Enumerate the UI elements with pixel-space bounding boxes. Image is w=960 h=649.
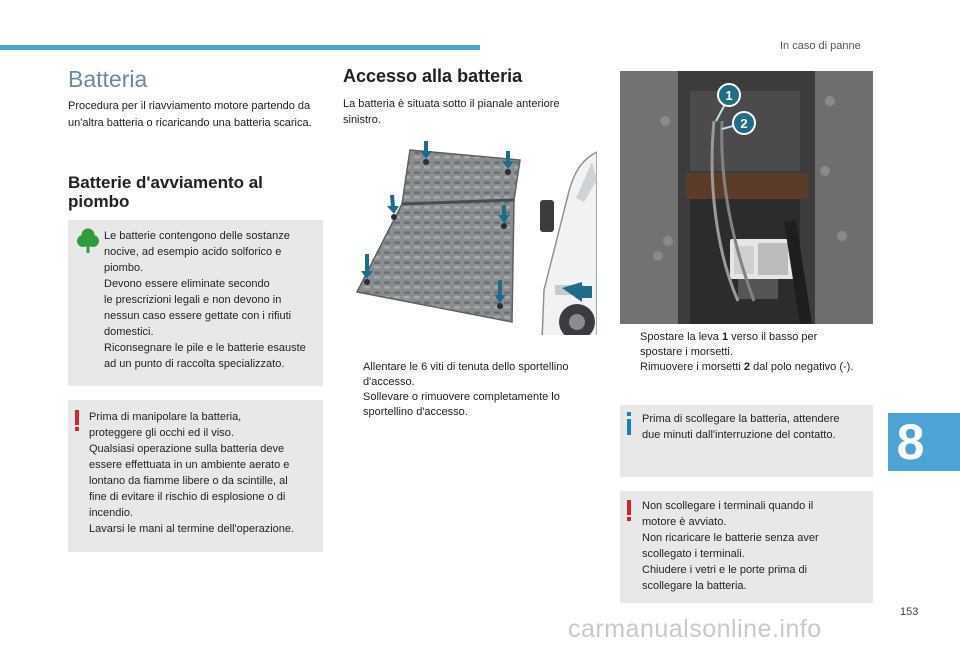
svg-text:2: 2 xyxy=(740,116,748,131)
terminal-steps xyxy=(620,330,880,375)
lead-acid-heading xyxy=(68,173,318,211)
disconnection-warning-note xyxy=(620,491,873,603)
battery-terminal-photo xyxy=(620,71,873,324)
note-line: le prescrizioni legali e non devono in xyxy=(104,294,282,306)
environment-note xyxy=(68,220,323,386)
step-line: Allentare le 6 viti di tenuta dello sportellino xyxy=(363,361,569,373)
access-panel-upper xyxy=(402,150,520,204)
text-line: La batteria è situata sotto il pianale anteriore xyxy=(343,98,560,110)
info-icon xyxy=(624,412,634,436)
note-line: Le batterie contengono delle sostanze xyxy=(104,230,290,242)
note-line: scollegato i terminali. xyxy=(642,548,745,560)
note-line: Riconsegnare le pile e le batterie esauste xyxy=(104,342,306,354)
header-accent-bar xyxy=(0,45,480,50)
step-text: Spostare la leva xyxy=(640,331,722,343)
step-line: Sollevare o rimuovere completamente lo xyxy=(363,391,560,403)
note-line: nessun caso essere gettate con i rifiuti xyxy=(104,310,292,322)
panel-steps xyxy=(343,360,603,420)
lever-number: 1 xyxy=(721,331,729,343)
tree-icon xyxy=(76,228,100,254)
note-line: essere effettuata in un ambiente aerato e xyxy=(89,459,290,471)
step-line xyxy=(640,330,880,345)
info-note xyxy=(620,405,873,477)
chapter-number: 8 xyxy=(896,414,925,470)
svg-text:1: 1 xyxy=(725,88,733,103)
note-line: Prima di manipolare la batteria, xyxy=(89,411,242,423)
note-line: Qualsiasi operazione sulla batteria deve xyxy=(89,443,285,455)
note-line: fine di evitare il rischio di esplosione o di xyxy=(89,491,286,503)
step-item xyxy=(620,360,880,375)
intro-line: da un'altra batteria o ricaricando una batteria xyxy=(68,100,311,129)
note-line: Devono essere eliminate secondo xyxy=(104,278,270,290)
note-line: Prima di scollegare la batteria, attendere xyxy=(642,413,840,425)
page-number: 153 xyxy=(900,606,919,618)
note-line: scollegare la batteria. xyxy=(642,580,747,592)
watermark: carmanualsonline.info xyxy=(568,615,822,643)
step-line: sportellino d'accesso. xyxy=(363,406,468,418)
battery-access-heading: Accesso alla batteria xyxy=(343,66,523,86)
note-line: nocive, ad esempio acido solforico e xyxy=(104,246,282,258)
note-line: Non ricaricare le batterie senza aver xyxy=(642,532,819,544)
access-panel-illustration xyxy=(352,140,597,335)
note-line: Chiudere i vetri e le porte prima di xyxy=(642,564,808,576)
van-front-view xyxy=(540,152,597,335)
safety-warning-note xyxy=(68,400,323,552)
note-line: proteggere gli occhi ed il viso. xyxy=(89,427,234,439)
warning-exclamation-icon xyxy=(624,500,634,522)
text-line: sinistro. xyxy=(343,114,381,126)
page-title: Batteria xyxy=(68,66,148,92)
step-item xyxy=(620,330,880,360)
terminal-number: 2 xyxy=(743,361,751,373)
warning-exclamation-icon xyxy=(72,410,82,432)
intro-paragraph xyxy=(68,98,328,132)
step-line: d'accesso. xyxy=(363,376,415,388)
note-line: Non scollegare i terminali quando il xyxy=(642,500,814,512)
step-text: Rimuovere i morsetti xyxy=(640,361,744,373)
heading-line: piombo xyxy=(68,192,130,211)
note-line: due minuti dall'interruzione del contatto. xyxy=(642,429,836,441)
note-line: Lavarsi le mani al termine dell'operazione. xyxy=(89,523,295,535)
note-line: lontano da fiamme libere o da scintille, al xyxy=(89,475,288,487)
battery-location-text xyxy=(343,96,593,128)
step-line: spostare i morsetti. xyxy=(640,346,733,358)
note-line: motore è avviato. xyxy=(642,516,727,528)
step-item xyxy=(343,360,603,390)
note-line: domestici. xyxy=(104,326,154,338)
section-header: In caso di panne xyxy=(780,40,861,52)
note-line: ad un punto di raccolta specializzato. xyxy=(104,358,285,370)
heading-line: Batterie d'avviamento al xyxy=(68,173,263,192)
access-panel-lower xyxy=(357,200,514,322)
step-item xyxy=(343,390,603,420)
intro-line: scarica. xyxy=(273,117,312,129)
step-text: verso il basso per xyxy=(728,331,818,343)
intro-line: Procedura per il riavviamento motore partendo xyxy=(68,100,295,112)
step-text: dal polo negativo (-). xyxy=(750,361,854,373)
step-line xyxy=(640,360,880,375)
note-line: incendio. xyxy=(89,507,134,519)
note-line: piombo. xyxy=(104,262,144,274)
